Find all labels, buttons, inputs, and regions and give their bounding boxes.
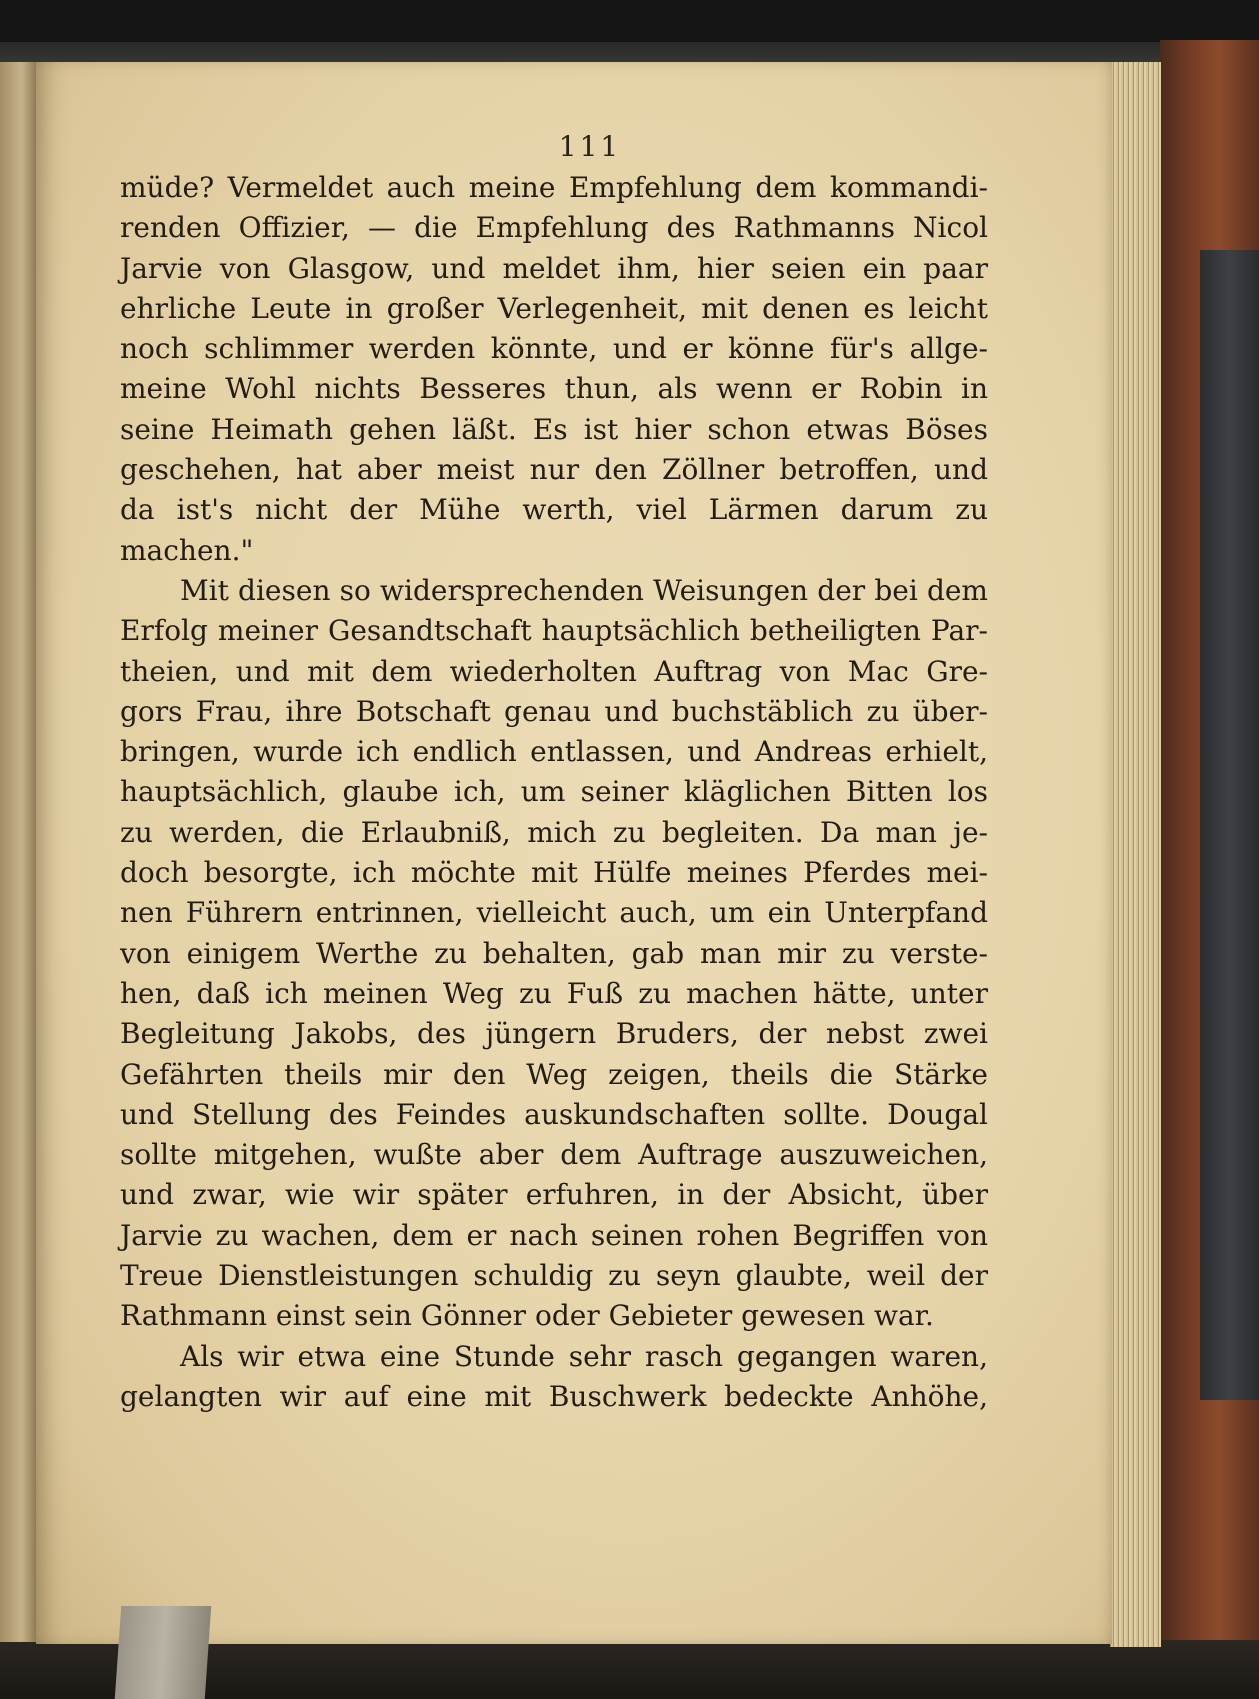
text-line: bringen, wurde ich endlich entlassen, und Andreas erhielt, <box>120 735 988 769</box>
text-line: Begleitung Jakobs, des jüngern Bruders, der nebst zwei <box>120 1017 988 1051</box>
text-line: theien, und mit dem wiederholten Auftrag von Mac Gre- <box>120 654 988 688</box>
text-line: nen Führern entrinnen, vielleicht auch, um ein Unterpfand <box>120 896 988 930</box>
text-line: meine Wohl nichts Besseres thun, als wenn er Robin in <box>120 372 988 406</box>
stacked-page-edges <box>1110 62 1161 1647</box>
text-line: gors Frau, ihre Botschaft genau und buchstäblich zu über- <box>120 694 988 728</box>
text-line: Jarvie zu wachen, dem er nach seinen rohen Begriffen von <box>120 1218 988 1252</box>
text-line: Als wir etwa eine Stunde sehr rasch gegangen waren, <box>180 1339 988 1373</box>
text-line: renden Offizier, — die Empfehlung des Rathmanns Nicol <box>120 211 988 245</box>
bookmark-ribbon <box>115 1606 212 1699</box>
text-line: Erfolg meiner Gesandtschaft hauptsächlich betheiligten Par- <box>120 614 988 648</box>
previous-page-edge <box>0 62 36 1642</box>
page-number: 111 <box>558 130 622 163</box>
text-line: müde? Vermeldet auch meine Empfehlung dem kommandi- <box>120 171 988 204</box>
text-line: Jarvie von Glasgow, und meldet ihm, hier seien ein paar <box>120 251 988 285</box>
text-line: geschehen, hat aber meist nur den Zöllner betroffen, und <box>120 453 988 487</box>
text-line: seine Heimath gehen läßt. Es ist hier schon etwas Böses <box>120 412 988 446</box>
text-line: ehrliche Leute in großer Verlegenheit, mit denen es leicht <box>120 291 988 325</box>
text-line: und zwar, wie wir später erfuhren, in der Absicht, über <box>120 1178 988 1212</box>
text-line: Treue Dienstleistungen schuldig zu seyn glaubte, weil der <box>120 1259 988 1293</box>
text-line: gelangten wir auf eine mit Buschwerk bedeckte Anhöhe, <box>120 1379 988 1413</box>
book-cover-cloth <box>1200 250 1259 1400</box>
text-line: Rathmann einst sein Gönner oder Gebieter gewesen war. <box>120 1299 934 1333</box>
text-line: hen, daß ich meinen Weg zu Fuß zu machen hätte, unter <box>120 976 988 1010</box>
text-line: doch besorgte, ich möchte mit Hülfe meines Pferdes mei- <box>120 856 988 890</box>
text-line: machen." <box>120 533 254 567</box>
text-line: hauptsächlich, glaube ich, um seiner kläglichen Bitten los <box>120 775 988 809</box>
text-line: Gefährten theils mir den Weg zeigen, theils die Stärke <box>120 1057 988 1091</box>
text-line: Mit diesen so widersprechenden Weisungen der bei dem <box>180 573 988 607</box>
page-text <box>120 168 988 1417</box>
text-line: noch schlimmer werden könnte, und er könne für's allge- <box>120 332 988 366</box>
text-line: sollte mitgehen, wußte aber dem Auftrage auszuweichen, <box>120 1138 988 1172</box>
text-line: und Stellung des Feindes auskundschaften sollte. Dougal <box>120 1097 988 1131</box>
text-line: da ist's nicht der Mühe werth, viel Lärmen darum zu <box>120 493 988 527</box>
text-line: von einigem Werthe zu behalten, gab man mir zu verste- <box>120 936 988 970</box>
text-line: zu werden, die Erlaubniß, mich zu begleiten. Da man je- <box>120 815 988 849</box>
